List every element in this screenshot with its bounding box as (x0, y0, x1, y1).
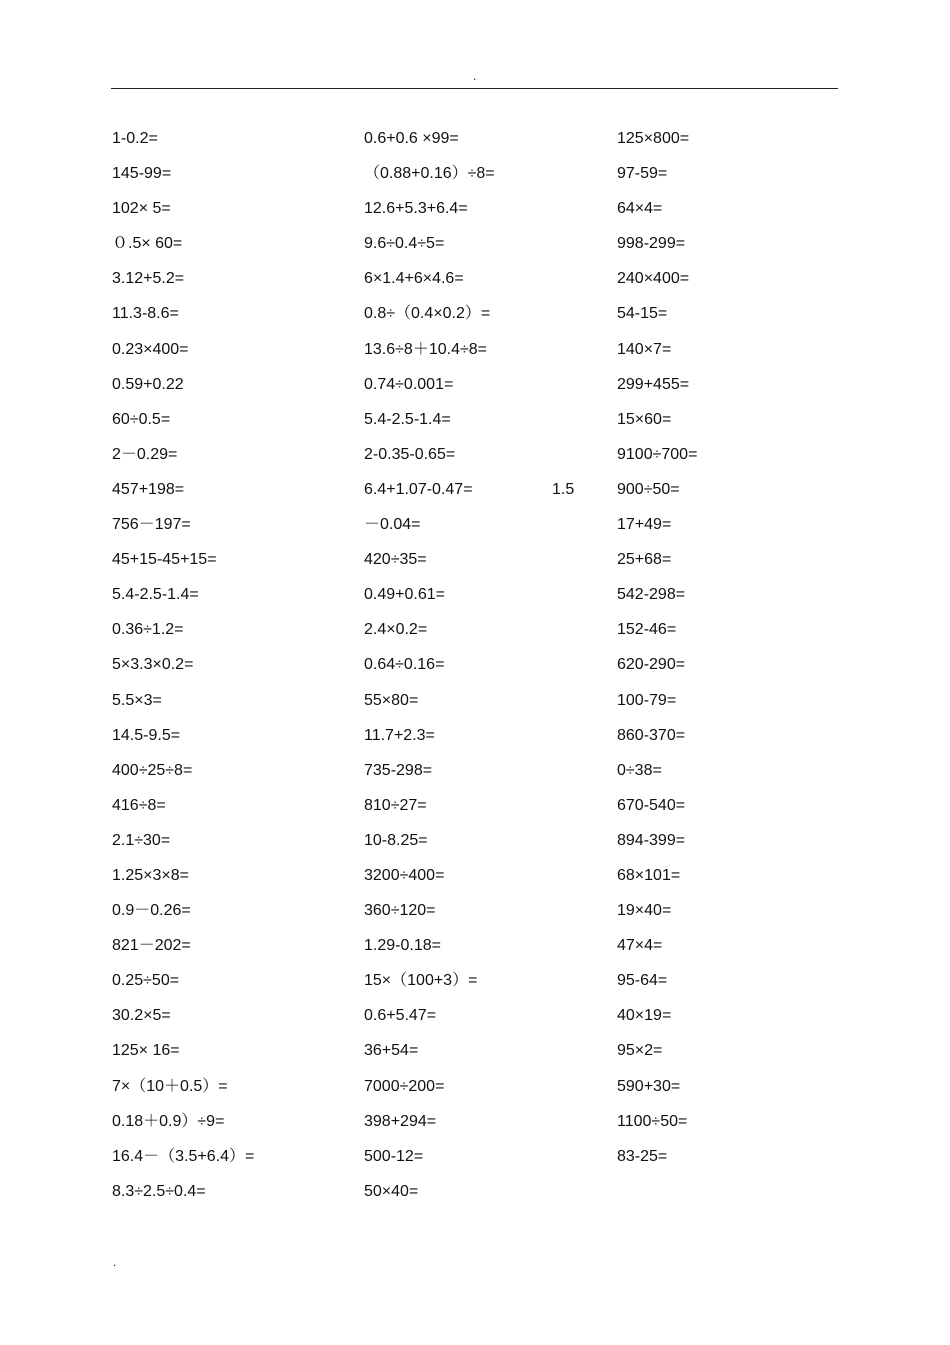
arithmetic-problem: 125× 16= (112, 1042, 180, 1060)
arithmetic-problem: －0.04= (364, 516, 421, 534)
arithmetic-problem: 15×60= (617, 410, 672, 428)
arithmetic-problem: 9100÷700= (617, 445, 698, 463)
arithmetic-problem: 40×19= (617, 1007, 672, 1025)
arithmetic-problem: 670-540= (617, 796, 686, 814)
arithmetic-problem: 15×（100+3）= (364, 972, 478, 990)
header-rule (111, 88, 838, 89)
arithmetic-problem: 36+54= (364, 1042, 419, 1060)
arithmetic-problem: 0.59+0.22 (112, 375, 184, 393)
arithmetic-problem: 5.5×3= (112, 691, 162, 709)
arithmetic-problem: 7×（10＋0.5）= (112, 1077, 228, 1095)
arithmetic-problem: 0.6+0.6 ×99= (364, 130, 459, 147)
arithmetic-problem: 64×4= (617, 200, 663, 218)
arithmetic-problem: 5.4-2.5-1.4= (112, 586, 199, 604)
arithmetic-problem: 0.25÷50= (112, 972, 180, 990)
arithmetic-problem: ０.5× 60= (112, 235, 183, 253)
arithmetic-problem: 50×40= (364, 1182, 419, 1200)
arithmetic-problem: 95×2= (617, 1042, 663, 1060)
arithmetic-problem: 2.4×0.2= (364, 621, 428, 639)
arithmetic-problem: 0.64÷0.16= (364, 656, 445, 674)
arithmetic-problem: 900÷50= (617, 480, 680, 498)
arithmetic-problem: 756－197= (112, 516, 191, 534)
arithmetic-problem: 894-399= (617, 831, 686, 849)
arithmetic-problem: 0.8÷（0.4×0.2）= (364, 305, 491, 323)
arithmetic-problem: 14.5-9.5= (112, 726, 181, 744)
problem-column-middle (364, 125, 614, 1213)
arithmetic-problem: 1100÷50= (617, 1112, 688, 1130)
arithmetic-problem: 140×7= (617, 340, 672, 358)
arithmetic-problem: 47×4= (617, 937, 663, 955)
arithmetic-problem: 100-79= (617, 691, 677, 709)
problem-column-right (617, 125, 857, 1178)
arithmetic-problem: 45+15-45+15= (112, 551, 217, 569)
arithmetic-problem: 30.2×5= (112, 1007, 171, 1025)
arithmetic-problem: 68×101= (617, 866, 681, 884)
arithmetic-problem: 0.49+0.61= (364, 586, 445, 604)
arithmetic-problem: 102× 5= (112, 200, 171, 218)
arithmetic-problem: 55×80= (364, 691, 419, 709)
arithmetic-problem: 2.1÷30= (112, 831, 171, 849)
arithmetic-problem: 7000÷200= (364, 1077, 445, 1095)
arithmetic-problem: 10-8.25= (364, 831, 428, 849)
header-mark: . (473, 69, 477, 83)
arithmetic-problem: 13.6÷8＋10.4÷8= (364, 340, 487, 358)
arithmetic-problem: 6×1.4+6×4.6= (364, 270, 464, 288)
arithmetic-problem: 5.4-2.5-1.4= (364, 410, 451, 428)
arithmetic-problem: 0÷38= (617, 761, 662, 779)
arithmetic-problem: 735-298= (364, 761, 433, 779)
arithmetic-problem: 60÷0.5= (112, 410, 171, 428)
arithmetic-problem: 398+294= (364, 1112, 437, 1130)
arithmetic-problem: 95-64= (617, 972, 668, 990)
arithmetic-problem: 860-370= (617, 726, 686, 744)
arithmetic-problem: 420÷35= (364, 551, 427, 569)
arithmetic-problem: 400÷25÷8= (112, 761, 193, 779)
arithmetic-problem: 8.3÷2.5÷0.4= (112, 1182, 206, 1200)
arithmetic-problem: 240×400= (617, 270, 690, 288)
arithmetic-problem: 2－0.29= (112, 445, 178, 463)
arithmetic-problem: 457+198= (112, 480, 185, 498)
arithmetic-problem: 3.12+5.2= (112, 270, 185, 288)
stray-number: 1.5 (552, 481, 575, 498)
arithmetic-problem: 0.9－0.26= (112, 902, 191, 920)
arithmetic-problem: 0.18＋0.9）÷9= (112, 1112, 225, 1130)
arithmetic-problem: 25+68= (617, 551, 672, 569)
arithmetic-problem: 9.6÷0.4÷5= (364, 235, 445, 253)
footer-mark: . (113, 1255, 117, 1269)
arithmetic-problem: 145-99= (112, 165, 172, 183)
arithmetic-problem: 0.36÷1.2= (112, 621, 184, 639)
arithmetic-problem: 810÷27= (364, 796, 427, 814)
arithmetic-problem: （0.88+0.16）÷8= (364, 165, 495, 183)
arithmetic-problem: 0.74÷0.001= (364, 375, 454, 393)
arithmetic-problem: 542-298= (617, 586, 686, 604)
arithmetic-problem: 152-46= (617, 621, 677, 639)
arithmetic-problem: 821－202= (112, 937, 191, 955)
arithmetic-problem: 12.6+5.3+6.4= (364, 200, 468, 218)
arithmetic-problem: 416÷8= (112, 796, 166, 814)
arithmetic-problem: 11.7+2.3= (364, 726, 435, 744)
arithmetic-problem: 1.29-0.18= (364, 937, 441, 955)
arithmetic-problem: 2-0.35-0.65= (364, 445, 456, 463)
arithmetic-problem: 620-290= (617, 656, 686, 674)
arithmetic-problem: 17+49= (617, 516, 672, 534)
arithmetic-problem: 1.25×3×8= (112, 866, 189, 884)
arithmetic-problem: 11.3-8.6= (112, 305, 179, 323)
arithmetic-problem: 125×800= (617, 130, 690, 147)
arithmetic-problem: 5×3.3×0.2= (112, 656, 194, 674)
arithmetic-problem: 500-12= (364, 1147, 424, 1165)
arithmetic-problem: 360÷120= (364, 902, 436, 920)
problem-column-left (112, 125, 352, 1213)
arithmetic-problem: 0.6+5.47= (364, 1007, 437, 1025)
arithmetic-problem: 83-25= (617, 1147, 668, 1165)
arithmetic-problem: 54-15= (617, 305, 668, 323)
arithmetic-problem: 998-299= (617, 235, 686, 253)
arithmetic-problem: 3200÷400= (364, 866, 445, 884)
arithmetic-problem: 16.4－（3.5+6.4）= (112, 1147, 255, 1165)
arithmetic-problem: 0.23×400= (112, 340, 189, 358)
arithmetic-problem: 590+30= (617, 1077, 681, 1095)
arithmetic-problem: 299+455= (617, 375, 690, 393)
arithmetic-problem: 19×40= (617, 902, 672, 920)
arithmetic-problem: 1-0.2= (112, 130, 158, 147)
arithmetic-problem: 6.4+1.07-0.47= (364, 480, 473, 498)
arithmetic-problem: 97-59= (617, 165, 668, 183)
